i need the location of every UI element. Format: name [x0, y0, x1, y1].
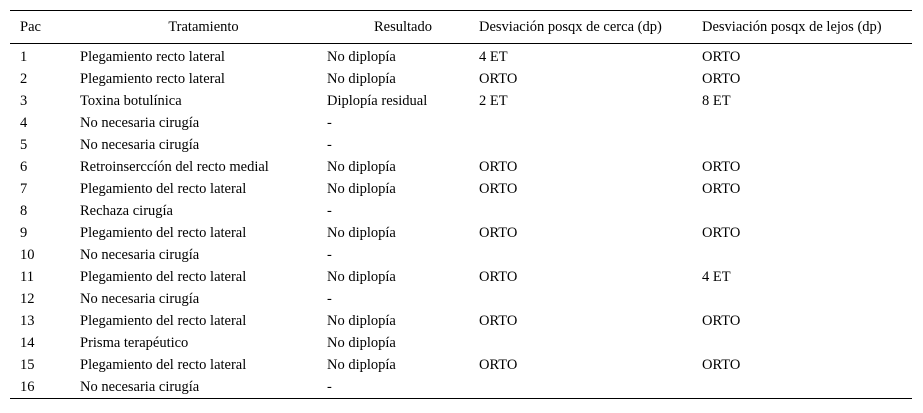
table-row	[10, 68, 912, 90]
cell-resultado: No diplopía	[327, 70, 396, 87]
cell-pac: 12	[20, 290, 35, 307]
cell-pac: 2	[20, 70, 28, 87]
cell-desviacion-cerca: ORTO	[479, 180, 518, 197]
cell-desviacion-lejos: ORTO	[702, 158, 741, 175]
cell-desviacion-lejos: ORTO	[702, 180, 741, 197]
cell-resultado: -	[327, 136, 332, 153]
cell-tratamiento: Retroinserccíón del recto medial	[80, 158, 269, 175]
cell-tratamiento: No necesaria cirugía	[80, 378, 200, 395]
cell-desviacion-lejos: ORTO	[702, 70, 741, 87]
cell-pac: 9	[20, 224, 28, 241]
header-tratamiento: Tratamiento	[168, 18, 239, 35]
cell-pac: 15	[20, 356, 35, 373]
header-desviacion-cerca: Desviación posqx de cerca (dp)	[479, 18, 662, 35]
cell-desviacion-cerca: ORTO	[479, 158, 518, 175]
cell-tratamiento: Toxina botulínica	[80, 92, 182, 109]
cell-resultado: -	[327, 378, 332, 395]
cell-resultado: -	[327, 246, 332, 263]
cell-desviacion-cerca: 4 ET	[479, 48, 508, 65]
header-pac: Pac	[20, 18, 41, 35]
cell-pac: 10	[20, 246, 35, 263]
cell-pac: 16	[20, 378, 35, 395]
cell-resultado: No diplopía	[327, 180, 396, 197]
table-row	[10, 288, 912, 310]
table-row	[10, 244, 912, 266]
table-row	[10, 156, 912, 178]
cell-desviacion-cerca: ORTO	[479, 70, 518, 87]
cell-tratamiento: No necesaria cirugía	[80, 246, 200, 263]
cell-desviacion-lejos	[702, 376, 912, 399]
cell-pac: 8	[20, 202, 28, 219]
cell-desviacion-cerca	[479, 112, 702, 134]
cell-tratamiento: No necesaria cirugía	[80, 114, 200, 131]
cell-tratamiento: Rechaza cirugía	[80, 202, 173, 219]
table-row	[10, 112, 912, 134]
table-row	[10, 134, 912, 156]
cell-desviacion-lejos: ORTO	[702, 312, 741, 329]
cell-pac: 4	[20, 114, 28, 131]
cell-desviacion-lejos	[702, 200, 912, 222]
cell-tratamiento: Plegamiento del recto lateral	[80, 224, 247, 241]
table-row	[10, 178, 912, 200]
cell-desviacion-lejos: 8 ET	[702, 92, 731, 109]
cell-tratamiento: No necesaria cirugía	[80, 136, 200, 153]
cell-resultado: No diplopía	[327, 224, 396, 241]
cell-desviacion-lejos: ORTO	[702, 356, 741, 373]
cell-desviacion-lejos	[702, 288, 912, 310]
table-body	[10, 44, 912, 399]
cell-resultado: -	[327, 114, 332, 131]
results-table	[10, 10, 912, 399]
table-header	[10, 11, 912, 44]
cell-desviacion-cerca	[479, 244, 702, 266]
header-resultado: Resultado	[374, 18, 432, 35]
cell-desviacion-cerca: 2 ET	[479, 92, 508, 109]
cell-desviacion-lejos	[702, 244, 912, 266]
cell-tratamiento: Plegamiento recto lateral	[80, 48, 225, 65]
cell-desviacion-cerca	[479, 288, 702, 310]
cell-desviacion-cerca	[479, 200, 702, 222]
cell-desviacion-cerca: ORTO	[479, 356, 518, 373]
cell-desviacion-cerca	[479, 332, 702, 354]
cell-desviacion-cerca	[479, 134, 702, 156]
cell-tratamiento: Plegamiento del recto lateral	[80, 312, 247, 329]
cell-pac: 5	[20, 136, 28, 153]
header-desviacion-lejos: Desviación posqx de lejos (dp)	[702, 18, 882, 35]
cell-resultado: No diplopía	[327, 312, 396, 329]
cell-tratamiento: Prisma terapéutico	[80, 334, 189, 351]
cell-resultado: No diplopía	[327, 48, 396, 65]
header-row	[10, 11, 912, 44]
results-table-container	[10, 10, 912, 399]
cell-desviacion-lejos	[702, 112, 912, 134]
table-row	[10, 44, 912, 69]
cell-tratamiento: No necesaria cirugía	[80, 290, 200, 307]
cell-desviacion-lejos: ORTO	[702, 224, 741, 241]
cell-resultado: -	[327, 290, 332, 307]
cell-tratamiento: Plegamiento del recto lateral	[80, 180, 247, 197]
cell-pac: 6	[20, 158, 28, 175]
table-row	[10, 266, 912, 288]
cell-desviacion-cerca: ORTO	[479, 268, 518, 285]
table-row	[10, 310, 912, 332]
cell-pac: 1	[20, 48, 28, 65]
cell-resultado: No diplopía	[327, 334, 396, 351]
cell-pac: 7	[20, 180, 28, 197]
cell-pac: 14	[20, 334, 35, 351]
table-row	[10, 90, 912, 112]
cell-desviacion-cerca: ORTO	[479, 312, 518, 329]
cell-tratamiento: Plegamiento del recto lateral	[80, 268, 247, 285]
cell-resultado: No diplopía	[327, 268, 396, 285]
cell-pac: 11	[20, 268, 34, 285]
cell-desviacion-lejos: ORTO	[702, 48, 741, 65]
cell-desviacion-cerca	[479, 376, 702, 399]
table-row	[10, 354, 912, 376]
cell-desviacion-lejos	[702, 134, 912, 156]
cell-resultado: Diplopía residual	[327, 92, 428, 109]
cell-pac: 13	[20, 312, 35, 329]
cell-desviacion-lejos: 4 ET	[702, 268, 731, 285]
cell-desviacion-cerca: ORTO	[479, 224, 518, 241]
table-row	[10, 222, 912, 244]
cell-resultado: No diplopía	[327, 158, 396, 175]
cell-tratamiento: Plegamiento del recto lateral	[80, 356, 247, 373]
cell-resultado: -	[327, 202, 332, 219]
table-row	[10, 332, 912, 354]
table-row	[10, 376, 912, 399]
table-row	[10, 200, 912, 222]
cell-pac: 3	[20, 92, 28, 109]
cell-tratamiento: Plegamiento recto lateral	[80, 70, 225, 87]
cell-desviacion-lejos	[702, 332, 912, 354]
cell-resultado: No diplopía	[327, 356, 396, 373]
